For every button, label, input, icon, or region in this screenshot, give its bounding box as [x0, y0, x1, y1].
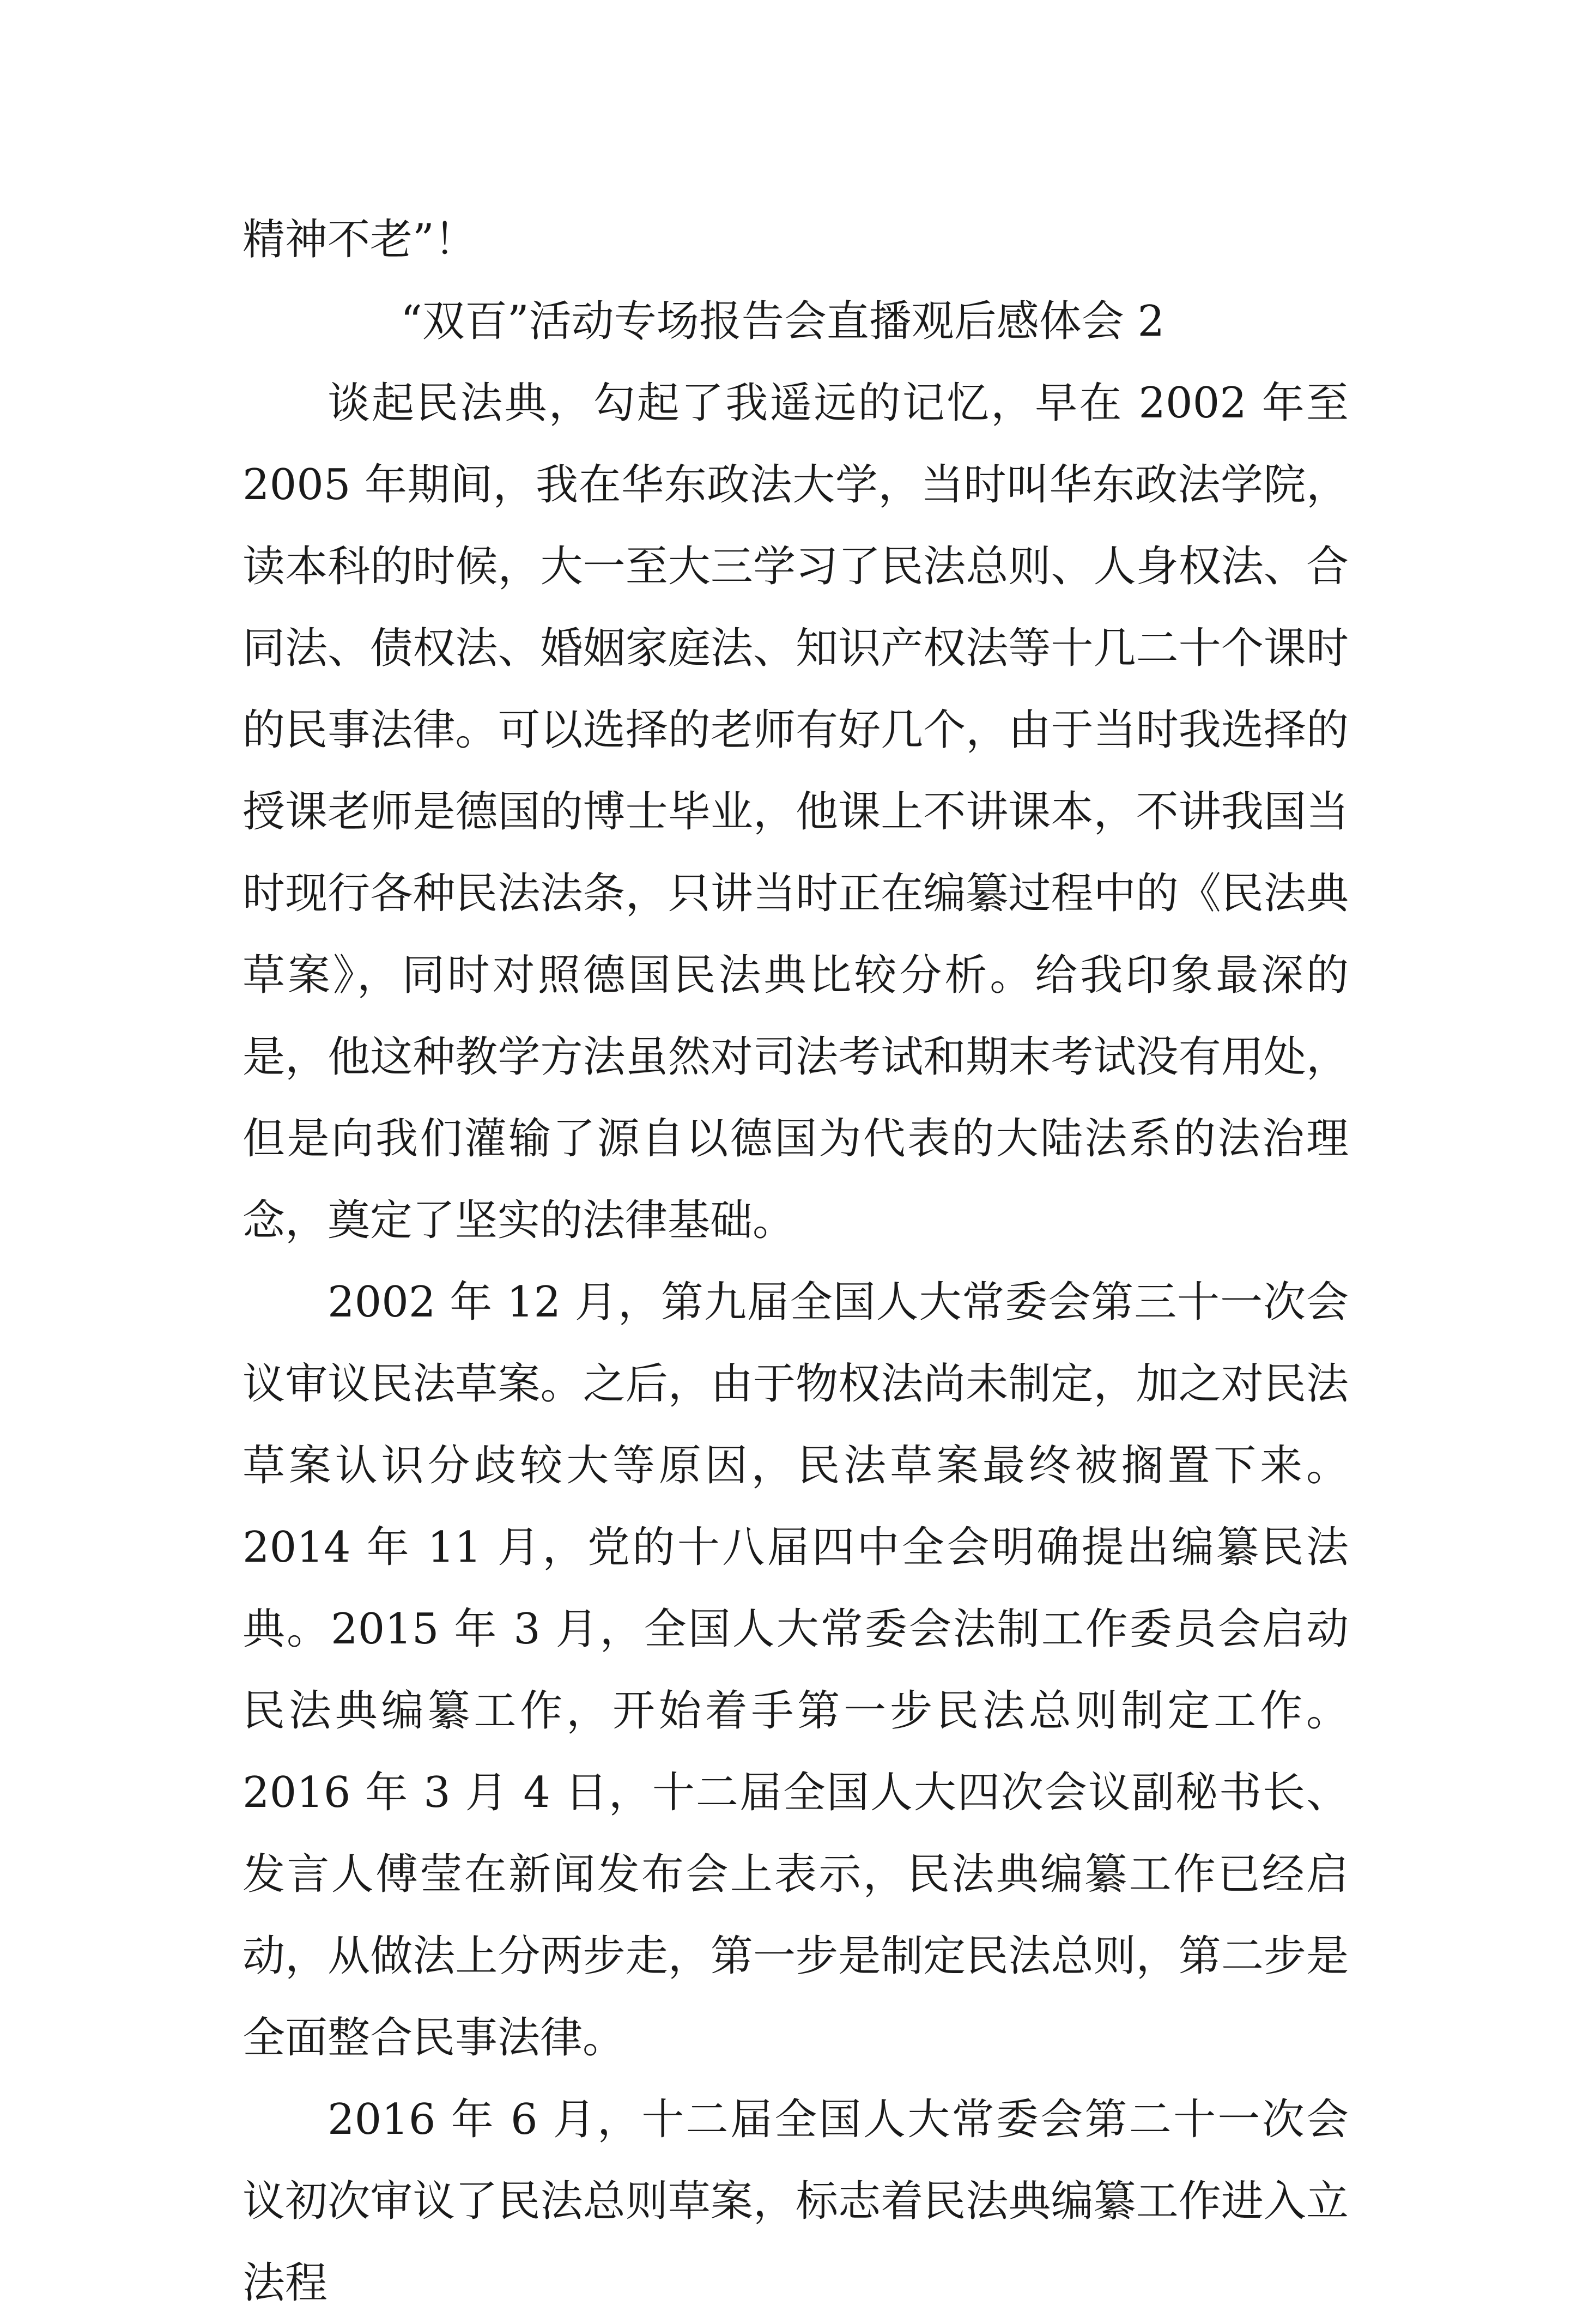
paragraph-1: 谈起民法典，勾起了我遥远的记忆，早在 2002 年至 2005 年期间，我在华东政法大学，当时叫华东政法学院，读本科的时候，大一至大三学习了民法总则、人身权法、合同法、债权法、婚姻家庭法、知识产权法等十几二十个课时的民事法律。可以选择的老师有好几个，由于当时我选择的授课老师是德国的博士毕业，他课上不讲课本，不讲我国当时现行各种民法法条，只讲当时正在编纂过程中的《民法典草案》，同时对照德国民法典比较分析。给我印象最深的是，他这种教学方法虽然对司法考试和期末考试没有用处，但是向我们灌输了源自以德国为代表的大陆法系的法治理念，奠定了坚实的法律基础。	[242, 379, 1349, 1245]
continuation-line: 精神不老”！	[242, 215, 477, 264]
paragraph-2: 2002 年 12 月，第九届全国人大常委会第三十一次会议审议民法草案。之后，由于物权法尚未制定，加之对民法草案认识分歧较大等原因，民法草案最终被搁置下来。2014 年 11 月，党的十八届四中全会明确提出编纂民法典。2015 年 3 月，全国人大常委会法制工作委员会启动民法典编纂工作，开始着手第一步民法总则制定工作。2016 年 3 月 4 日，十二届全国人大四次会议副秘书长、发言人傅莹在新闻发布会上表示，民法典编纂工作已经启动，从做法上分两步走，第一步是制定民法总则，第二步是全面整合民事法律。	[242, 1278, 1349, 2062]
section-heading: “双百”活动专场报告会直播观后感体会 2	[401, 297, 1165, 346]
paragraph-3: 2016 年 6 月，十二届全国人大常委会第二十一次会议初次审议了民法总则草案，标志着民法典编纂工作进入立法程	[242, 2095, 1349, 2308]
document-body	[242, 199, 1349, 2324]
